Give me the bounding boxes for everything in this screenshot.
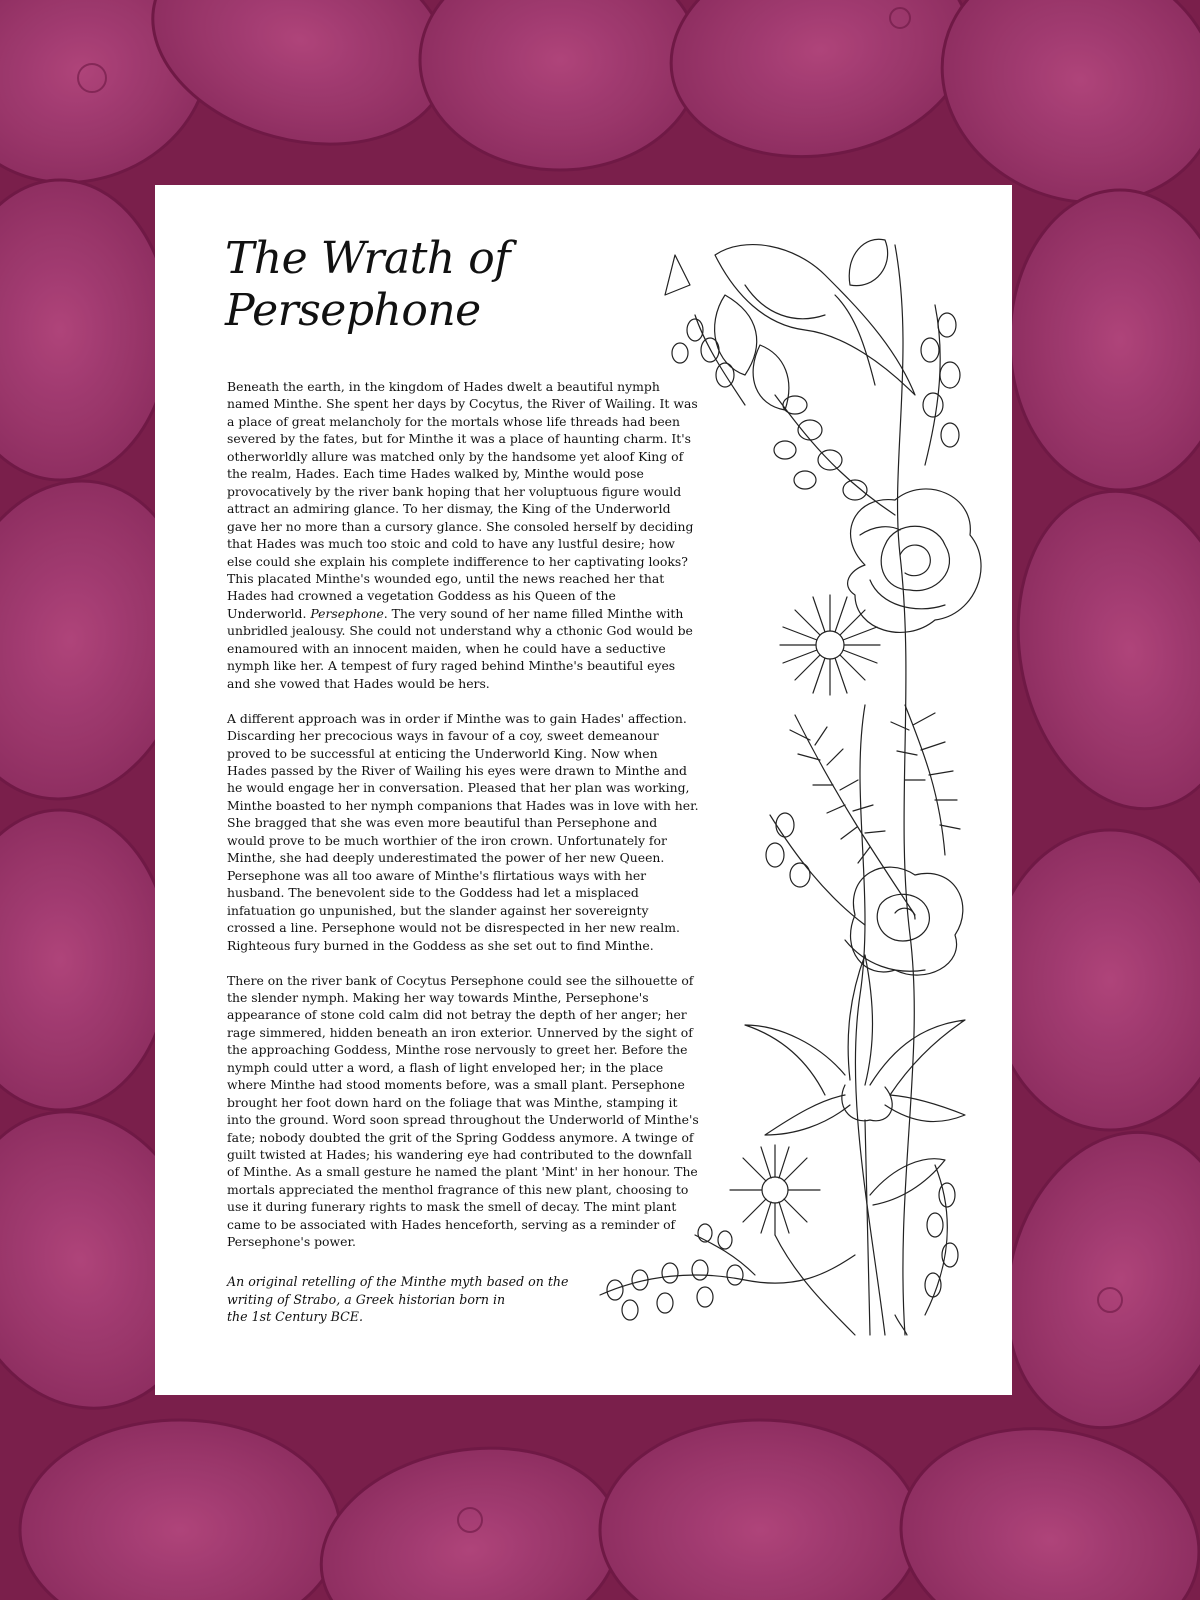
paragraph-1-text: Beneath the earth, in the kingdom of Hades dwelt a beautiful nymph named Minthe. She spent her days by Cocytus, the River of Wailing. It was a place of great melancholy for the mortals whose life threads had been severed by the fates, but for Minthe it was a place of haunting charm. It's otherworldly allure was matched only by the handsome yet aloof King of the realm, Hades. Each time Hades walked by, Minthe would pose provocatively by the river bank hoping that her voluptuous figure would attract an admiring glance. To her dismay, the King of the Underworld gave her no more than a cursory glance. She consoled herself by deciding that Hades was much too stoic and cold to have any lustful desire; how else could she explain his complete indifference to her captivating looks? This placated Minthe's wounded ego, until the news reached her that Hades had crowned a vegetation Goddess as his Queen of the Underworld. xyxy=(227,379,698,621)
story-page xyxy=(155,185,1012,1395)
credit-line-1: An original retelling of the Minthe myth based on the xyxy=(227,1274,569,1289)
page-title xyxy=(225,233,525,337)
trailing-sprig-icon xyxy=(600,1224,855,1320)
source-credit xyxy=(227,1273,587,1326)
credit-line-3: the 1st Century BCE. xyxy=(227,1309,363,1324)
botanical-illustration xyxy=(595,235,1012,1345)
small-leaf-icon xyxy=(766,813,865,925)
credit-line-2: writing of Strabo, a Greek historian born in xyxy=(227,1291,506,1307)
persephone-emphasis: Persephone xyxy=(310,605,384,621)
fern-icon xyxy=(790,705,960,915)
rose-icon xyxy=(848,489,981,632)
lily-icon xyxy=(745,955,965,1335)
secondary-stem xyxy=(855,705,885,1335)
eucalyptus-sprig-icon xyxy=(672,315,745,405)
title-line-2: Persephone xyxy=(225,285,481,336)
paragraph-1-text-end: . The very sound of her name filled Minthe with unbridled jealousy. She could not understand why a cthonic God would be enamoured with an innocent maiden, when he could have a seductive nymph like her. A tempest of fury raged behind Minthe's beautiful eyes and she vowed that Hades would be hers. xyxy=(227,605,693,691)
rose-small-icon xyxy=(845,867,963,975)
daisy-bottom-icon xyxy=(730,1145,855,1335)
paragraph-2: A different approach was in order if Minthe was to gain Hades' affection. Discarding her precocious ways in favour of a coy, sweet demeanour proved to be successful at enticing the Underworld King. Now when Hades passed by the River of Wailing his eyes were drawn to Minthe and he would engage her in conversation. Pleased that her plan was working, Minthe boasted to her nymph companions that Hades was in love with her. She bragged that she was even more beautiful than Persephone and would prove to be much worthier of the iron crown. Unfortunately for Minthe, she had deeply underestimated the power of her new Queen. Persephone was all too aware of Minthe's flirtatious ways with her husband. The benevolent side to the Goddess had let a misplaced infatuation go unpunished, but the slander against her sovereignty crossed a line. Persephone would not be disrespected in her new realm. Righteous fury burned in the Goddess as she set out to find Minthe. xyxy=(227,710,699,953)
paragraph-3: There on the river bank of Cocytus Persephone could see the silhouette of the slender nymph. Making her way towards Minthe, Persephone's appearance of stone cold calm did not betray the depth of her anger; her rage simmered, hidden beneath an iron exterior. Unnerved by the sight of the approaching Goddess, Minthe rose nervously to greet her. Before the nymph could utter a word, a flash of light enveloped her; in the place where Minthe had stood moments before, was a small plant. Persephone brought her foot down hard on the foliage that was Minthe, stamping it into the ground. Word soon spread throughout the Underworld of Minthe's fate; nobody doubted the grit of the Spring Goddess anymore. A twinge of guilt twisted at Hades; his wandering eye had contributed to the downfall of Minthe. As a small gesture he named the plant 'Mint' in her honour. The mortals appreciated the menthol fragrance of this new plant, choosing to use it during funerary rights to mask the smell of decay. The mint plant came to be associated with Hades henceforth, serving as a reminder of Persephone's power. xyxy=(227,972,699,1250)
daisy-icon xyxy=(780,595,880,695)
leaf-cluster-icon xyxy=(774,395,895,515)
main-stem xyxy=(895,245,914,1335)
title-line-1: The Wrath of xyxy=(225,233,511,284)
eucalyptus-sprig-right-icon xyxy=(921,305,960,465)
foliage-right-icon xyxy=(895,1165,958,1335)
